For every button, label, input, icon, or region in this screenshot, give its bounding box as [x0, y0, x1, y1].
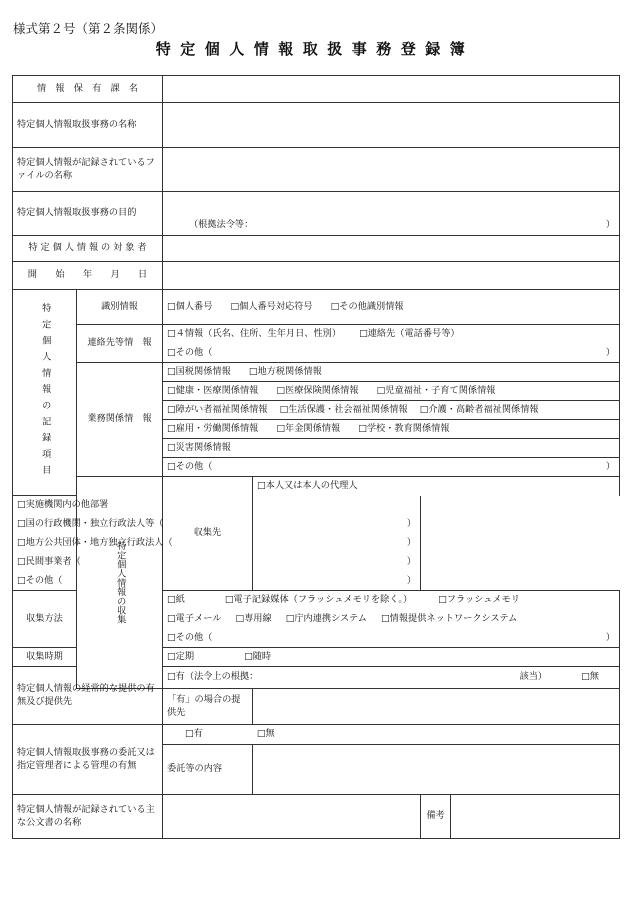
contact-line1	[163, 325, 620, 344]
source-line	[13, 572, 421, 591]
id-option[interactable]: □個人番号	[167, 300, 213, 312]
outsourcing-label: 特定個人情報取扱事務の委託又は指定管理者による管理の有無	[13, 725, 163, 795]
close-paren: ）	[406, 574, 416, 586]
row-file	[13, 148, 620, 192]
method-option[interactable]: □フラッシュメモリ	[438, 594, 520, 606]
business-option[interactable]: □雇用・労働関係情報	[167, 422, 259, 434]
row-documents	[13, 795, 620, 839]
close-paren: ）	[406, 517, 416, 529]
business-other-option[interactable]: □その他（	[167, 460, 213, 472]
method-option[interactable]: □電子記録媒体（フラッシュメモリを除く。）	[224, 594, 413, 606]
outsourcing-has-option[interactable]: □有	[185, 728, 203, 740]
method-line	[163, 610, 620, 629]
business-option[interactable]: □児童福祉・子育て関係情報	[376, 384, 496, 396]
timing-option[interactable]: □定期	[167, 650, 195, 662]
purpose-label: 特定個人情報取扱事務の目的	[13, 192, 163, 236]
row-name	[13, 103, 620, 148]
close-paren: ）	[605, 631, 615, 643]
outsourcing-has	[163, 725, 620, 745]
outsourcing-content-label: 委託等の内容	[163, 745, 253, 795]
purpose-value[interactable]	[163, 192, 620, 236]
provision-has-option[interactable]: □有（法令上の根拠：	[167, 671, 259, 683]
id-label: 識別情報	[77, 290, 163, 325]
row-source-6	[13, 572, 620, 591]
file-value[interactable]	[163, 148, 620, 192]
timing-options	[163, 648, 620, 667]
business-option[interactable]: □医療保険関係情報	[276, 384, 359, 396]
record-items-label: 特定個人情報の記録項目	[13, 290, 77, 496]
outsourcing-none-option[interactable]: □無	[256, 728, 275, 740]
row-start	[13, 262, 620, 290]
business-line	[163, 401, 620, 420]
row-dept	[13, 76, 620, 103]
business-option[interactable]: □介護・高齢者福祉関係情報	[419, 403, 539, 415]
source-option[interactable]: □地方公共団体・地方独立行政法人（	[17, 536, 173, 548]
provision-label: 特定個人情報の経常的な提供の有無及び提供先	[13, 667, 163, 725]
row-source-4	[13, 534, 620, 553]
business-option[interactable]: □学校・教育関係情報	[358, 422, 450, 434]
row-purpose	[13, 192, 620, 236]
start-label: 開 始 年 月 日	[13, 262, 163, 290]
name-label: 特定個人情報取扱事務の名称	[13, 103, 163, 148]
method-option[interactable]: □専用線	[235, 612, 272, 624]
row-source-1	[13, 477, 620, 496]
source-option[interactable]: □民間事業者（	[17, 555, 81, 567]
provision-has	[163, 667, 620, 689]
contact-label: 連絡先等情 報	[77, 325, 163, 363]
method-other-option[interactable]: □その他（	[167, 631, 213, 643]
collection-label: 特定個人情報の収集	[77, 477, 163, 689]
source-label: 収集先	[163, 477, 253, 591]
close-paren: ）	[406, 536, 416, 548]
business-option[interactable]: □年金関係情報	[276, 422, 341, 434]
business-line	[163, 439, 620, 458]
dept-value[interactable]	[163, 76, 620, 103]
business-option[interactable]: □生活保護・社会福祉関係情報	[279, 403, 408, 415]
target-value[interactable]	[163, 236, 620, 262]
row-contact-1	[13, 325, 620, 344]
page-title: 特定個人情報取扱事務登録簿	[155, 40, 475, 58]
method-option[interactable]: □庁内連携システム	[285, 612, 367, 624]
method-option[interactable]: □電子メール	[167, 612, 222, 624]
business-line	[163, 382, 620, 401]
outsourcing-content-value[interactable]	[253, 745, 620, 795]
contact-option[interactable]: □連絡先（電話番号等）	[359, 328, 460, 340]
close-paren: ）	[605, 460, 615, 472]
method-option[interactable]: □紙	[167, 594, 185, 606]
provision-dest-label: 「有」の場合の提供先	[163, 689, 253, 725]
timing-option[interactable]: □随時	[244, 650, 272, 662]
provision-none-option[interactable]: □無	[581, 671, 599, 683]
remarks-value[interactable]	[451, 795, 620, 839]
method-label: 収集方法	[13, 591, 77, 648]
start-value[interactable]	[163, 262, 620, 290]
row-id-info	[13, 290, 620, 325]
row-source-2	[13, 496, 620, 515]
row-provision-1	[13, 667, 620, 689]
business-label: 業務関係情 報	[77, 363, 163, 477]
source-option[interactable]: □国の行政機関・独立行政法人等（	[17, 517, 164, 529]
documents-value[interactable]	[163, 795, 421, 839]
contact-option[interactable]: □４情報（氏名、住所、生年月日、性別）	[167, 328, 342, 340]
method-other	[163, 629, 620, 648]
business-option[interactable]: □障がい者福祉関係情報	[167, 403, 268, 415]
id-option[interactable]: □その他識別情報	[330, 300, 404, 312]
documents-label: 特定個人情報が記録されている主な公文書の名称	[13, 795, 163, 839]
business-option[interactable]: □健康・医療関係情報	[167, 384, 259, 396]
contact-other	[163, 344, 620, 363]
source-option[interactable]: □本人又は本人の代理人	[257, 480, 358, 492]
dept-label: 情 報 保 有 課 名	[13, 76, 163, 103]
source-option[interactable]: □実施機関内の他部署	[17, 499, 109, 511]
business-option[interactable]: □災害関係情報	[167, 441, 231, 453]
method-option[interactable]: □情報提供ネットワークシステム	[380, 612, 518, 624]
source-line	[13, 496, 421, 515]
file-label: 特定個人情報が記録されているファイルの名称	[13, 148, 163, 192]
provision-applicable: 該当）	[519, 671, 548, 683]
row-business-1	[13, 363, 620, 382]
id-options	[163, 290, 620, 325]
registration-table	[12, 75, 620, 839]
purpose-legal: （根拠法令等：	[189, 218, 254, 230]
row-target	[13, 236, 620, 262]
target-label: 特 定 個 人 情 報 の 対 象 者	[13, 236, 163, 262]
remarks-label: 備考	[421, 795, 451, 839]
business-line	[163, 420, 620, 439]
business-other	[163, 458, 620, 477]
id-option[interactable]: □個人番号対応符号	[230, 300, 313, 312]
source-line	[253, 477, 620, 496]
method-line	[163, 591, 620, 610]
timing-label: 収集時期	[13, 648, 77, 667]
provision-dest-value[interactable]	[253, 689, 620, 725]
business-line	[163, 363, 620, 382]
name-value[interactable]	[163, 103, 620, 148]
close-paren: ）	[406, 555, 416, 567]
business-option[interactable]: □地方税関係情報	[248, 365, 322, 377]
close-paren: ）	[605, 218, 615, 230]
close-paren: ）	[605, 346, 615, 358]
form-id: 様式第２号（第２条関係）	[13, 21, 164, 36]
contact-other-option[interactable]: □その他（	[167, 346, 213, 358]
source-line	[13, 553, 421, 572]
business-option[interactable]: □国税関係情報	[167, 365, 231, 377]
row-outsourcing-1	[13, 725, 620, 745]
source-option[interactable]: □その他（	[17, 574, 63, 586]
row-source-3	[13, 515, 620, 534]
row-source-5	[13, 553, 620, 572]
